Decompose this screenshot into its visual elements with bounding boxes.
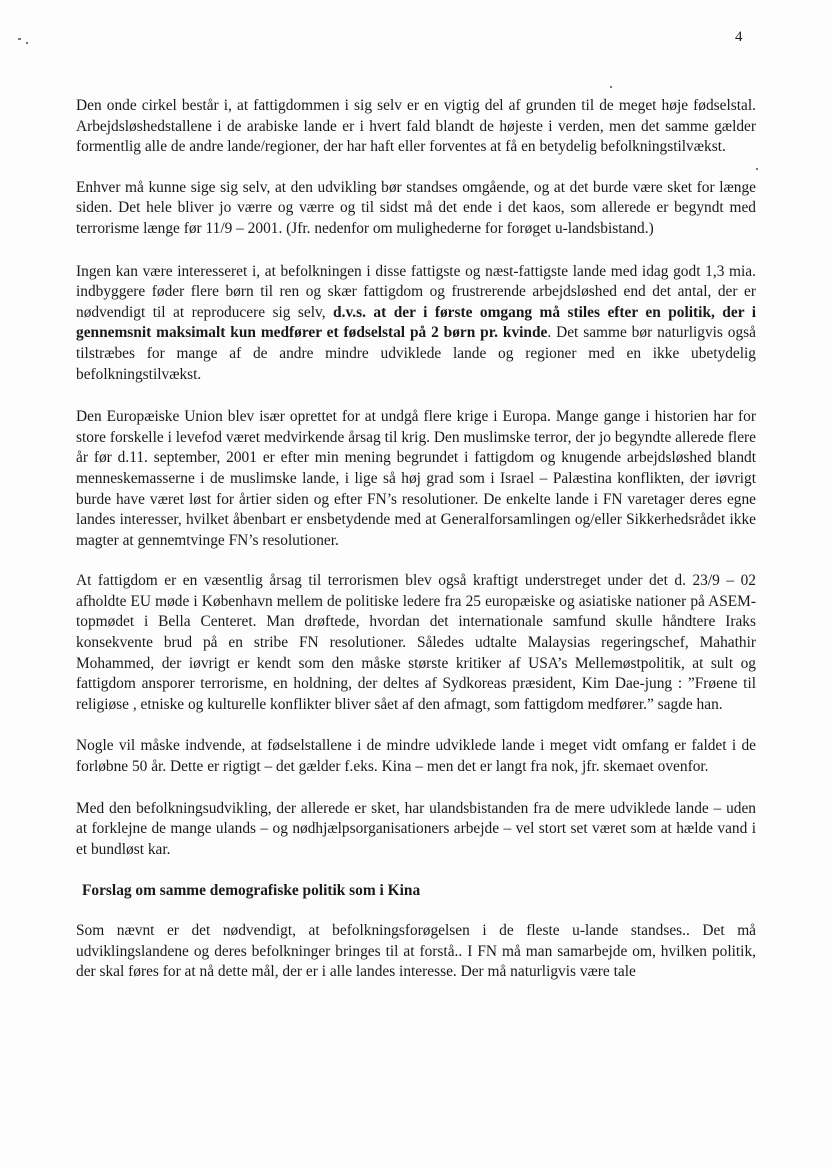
scan-speck: [26, 42, 28, 44]
scan-speck: [756, 168, 758, 170]
paragraph-development-must-stop: Enhver må kunne sige sig selv, at den udvikling bør standses omgående, og at det burde være sket for længe siden. Det hele bliver jo værre og værre og til sidst må det ende i det kaos, som allerede er begyndt med terrorisme længe før 11/9 – 2001. (Jfr. nedenfor om mulighederne for forøget u-landsbistand.): [76, 178, 756, 237]
emphasized-text: d.v.s. at der i første omgang må stiles efter en politik, der i gennemsnit maksimalt kun medfører et fødselstal på 2 børn pr. kvinde: [76, 303, 756, 342]
paragraph-birth-rate-policy: [76, 262, 756, 386]
section-heading: Forslag om samme demografiske politik som i Kina: [82, 882, 421, 900]
paragraph-poverty-cycle: Den onde cirkel består i, at fattigdommen i sig selv er en vigtig del af grunden til de meget høje fødselstal. Arbejdsløshedstallene i de arabiske lande er i hvert fald blandt de højeste i verden, men det samme gælder formentlig alle de andre lande/regioner, der har haft eller forventes at få en betydelig befolkningstilvækst.: [76, 97, 756, 156]
paragraph-asem-summit: At fattigdom er en væsentlig årsag til terrorismen blev også kraftigt understreget under det d. 23/9 – 02 afholdte EU møde i København mellem de politiske ledere fra 25 europæiske og asiatiske nationer på ASEM-topmødet i Bella Centeret. Man drøftede, hvordan det internationale samfund skulle håndtere Iraks konsekvente brud på en stribe FN resolutioner. Således udtalte Malaysias regeringschef, Mahathir Mohammed, der iøvrigt er kendt som den måske største kritiker af USA’s Mellemøstpolitik, at sult og fattigdom ansporer terrorisme, en holdning, der deltes af Sydkoreas præsident, Kim Dae-jung : ”Frøene til religiøse , etniske og kulturelle konflikter bliver sået af den afmagt, som fattigdom medfører.” sagde han.: [76, 572, 756, 713]
paragraph-text: Ingen kan være interesseret i, at befolkningen i disse fattigste og næst-fattigste lande med idag godt 1,3 mia. indbyggere føder flere børn til ren og skær fattigdom og frustrerende arbejdsløshed end det antal, der er nødvendigt til at reproducere sig selv,: [76, 262, 756, 321]
paragraph-birth-rates-fallen: Nogle vil måske indvende, at fødselstallene i de mindre udviklede lande i meget vidt omfang er faldet i de forløbne 50 år. Dette er rigtigt – det gælder f.eks. Kina – men det er langt fra nok, jfr. skemaet ovenfor.: [76, 737, 756, 776]
paragraph-population-growth: Som nævnt er det nødvendigt, at befolkningsforøgelsen i de fleste u-lande standses.. Det må udviklingslandene og deres befolkninger bringes til at forstå.. I FN må man samarbejde om, hvilken politik, der skal føres for at nå dette mål, der er i alle landes interesse. Der må naturligvis være tale: [76, 922, 756, 981]
document-body: [76, 96, 756, 983]
page-number: 4: [735, 29, 743, 45]
paragraph-european-union: Den Europæiske Union blev især oprettet for at undgå flere krige i Europa. Mange gange i historien har for store forskelle i levefod været medvirkende årsag til krig. Den muslimske terror, der jo begyndte allerede flere år før d.11. september, 2001 er efter min mening begrundet i fattigdom og knugende arbejdsløshed blandt menneskemasserne i de muslimske lande, i lige så høj grad som i Israel – Palæstina konflikten, der iøvrigt burde have været løst for årtier siden og efter FN’s resolutioner. De enkelte lande i FN varetager deres egne landes interesser, hvilket åbenbart er ensbetydende med at Generalforsamlingen og/eller Sikkerhedsrådet ikke magter at gennemtvinge FN’s resolutioner.: [76, 408, 756, 549]
scan-speck: [610, 86, 612, 88]
paragraph-text: . Det samme bør naturligvis også tilstræbes for mange af de andre mindre udviklede lande og regioner med en ikke ubetydelig befolkningstilvækst.: [76, 324, 756, 383]
paragraph-development-aid: Med den befolkningsudvikling, der allerede er sket, har ulandsbistanden fra de mere udviklede lande – uden at forklejne de mange ulands – og nødhjælpsorganisationers arbejde – vel stort set været som at hælde vand i et bundløst kar.: [76, 799, 756, 858]
scan-speck: [18, 38, 21, 40]
